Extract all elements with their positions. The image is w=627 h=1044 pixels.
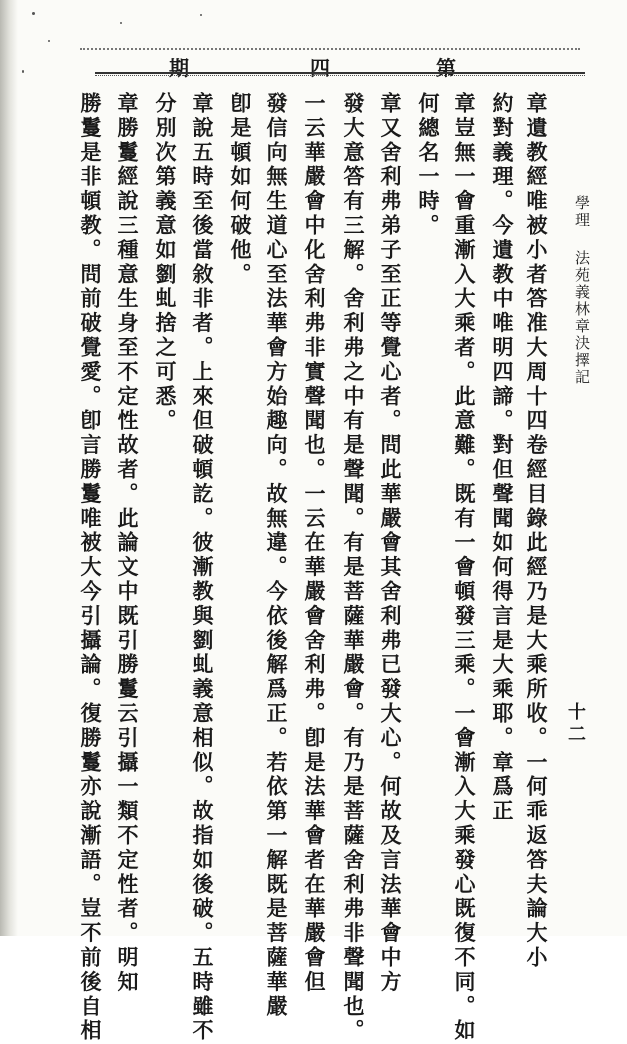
text-column: 卽是頓如何破他。 <box>228 92 253 288</box>
text-column: 章說五時至後當敘非者。上來但破頓訖。彼漸教與劉虬義意相似。故指如後破。五時雖不 <box>190 92 215 1044</box>
text-column: 章又舍利弗弟子至正等覺心者。問此華嚴會其舍利弗已發大心。何故及言法華會中方 <box>378 92 403 995</box>
running-head-section: 學理 <box>573 195 591 229</box>
page-header <box>80 30 580 78</box>
text-column: 發大意答有三解。舍利弗之中有是聲聞。有是菩薩華嚴會。有乃是菩薩舍利弗非聲聞也。 <box>341 92 366 1044</box>
header-four-char: 四 <box>306 58 334 78</box>
running-head-title: 法苑義林章決擇記 <box>573 250 591 386</box>
text-column: 勝鬘是非頓教。問前破覺愛。卽言勝鬘唯被大今引攝論。復勝鬘亦說漸語。豈不前後自相 <box>78 92 103 1044</box>
header-rule <box>95 72 585 74</box>
scan-speck <box>48 40 50 42</box>
scan-speck <box>200 14 202 16</box>
binding-edge <box>0 0 18 936</box>
header-rule-secondary <box>95 75 585 76</box>
text-column: 章遺教經唯被小者答准大周十四卷經目錄此經乃是大乘所收。一何乖返答夫論大小 <box>524 92 549 971</box>
header-dotted-border <box>80 48 580 52</box>
text-column: 分別次第義意如劉虬捨之可悉。 <box>153 92 178 434</box>
text-column: 發信向無生道心至法華會方始趣向。故無違。今依後解爲正。若依第一解既是菩薩華嚴 <box>264 92 289 1020</box>
text-column: 約對義理。今遺教中唯明四諦。對但聲聞如何得言是大乘耶。章爲正 <box>490 92 515 824</box>
scan-speck <box>120 22 122 24</box>
text-column: 何總名一時。 <box>416 92 441 239</box>
text-column: 章勝鬘經說三種意生身至不定性故者。此論文中既引勝鬘云引攝一類不定性者。明知 <box>115 92 140 995</box>
scan-speck <box>32 12 35 15</box>
text-column: 章豈無一會重漸入大乘者。此意難。既有一會頓發三乘。一會漸入大乘發心既復不同。如 <box>452 92 477 1044</box>
header-period-char: 期 <box>165 58 193 78</box>
header-number-char: 第 <box>432 58 460 78</box>
scan-speck <box>22 70 24 73</box>
text-column: 一云華嚴會中化舍利弗非實聲聞也。一云在華嚴會舍利弗。卽是法華會者在華嚴會但 <box>302 92 327 995</box>
page-number: 十二 <box>565 702 586 746</box>
